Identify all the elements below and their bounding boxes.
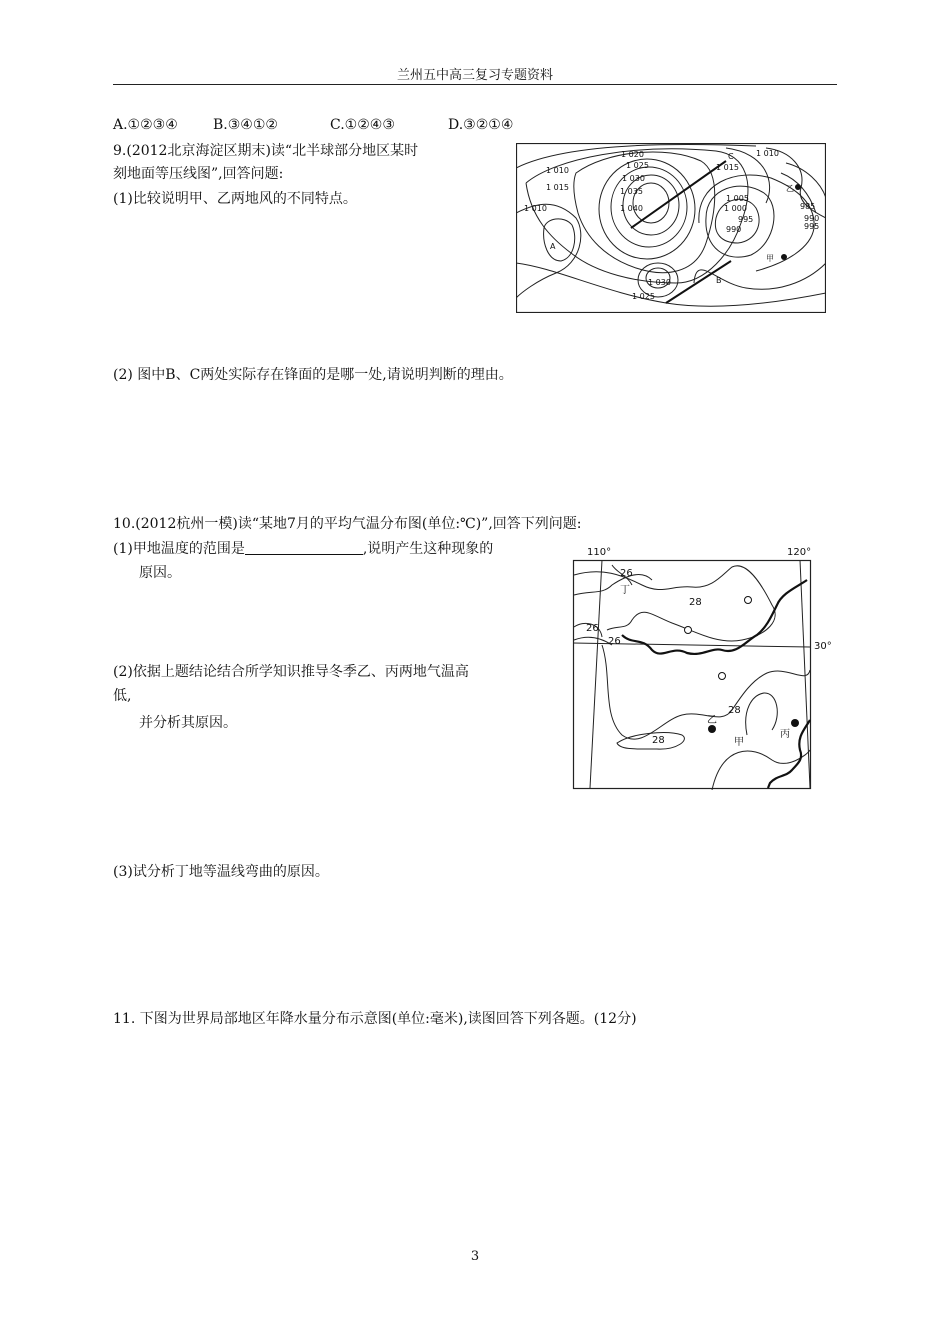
longitude-110: 110° <box>587 547 612 558</box>
isobar-label-1025: 1 025 <box>626 161 649 170</box>
label-b: B <box>716 276 722 285</box>
isobar-label-1040: 1 040 <box>620 204 643 213</box>
q10-sub2-line2: 低, <box>113 688 132 704</box>
temperature-map <box>572 545 842 790</box>
isobar-label-985: 985 <box>800 202 816 211</box>
isobar-label-1010a: 1 010 <box>546 166 569 175</box>
label-c: C <box>728 152 734 161</box>
latitude-30: 30° <box>814 641 832 652</box>
q10-sub1-part-b: ,说明产生这种现象的 <box>362 541 494 557</box>
longitude-120: 120° <box>787 547 812 558</box>
q10-sub2-line3: 并分析其原因。 <box>139 715 237 731</box>
isobar-label-1015b: 1 015 <box>716 163 739 172</box>
q10-sub1-cont: 原因。 <box>139 565 181 581</box>
isobar-label-1020: 1 020 <box>621 150 644 159</box>
label-yi: 乙 <box>786 184 794 193</box>
isobar-label-1030a: 1 030 <box>622 174 645 183</box>
isotherm-label-26b: 26 <box>586 623 599 634</box>
isobar-label-1000: 1 000 <box>724 204 747 213</box>
isotherm-label-26a: 26 <box>620 568 633 579</box>
isobar-label-1010b: 1 010 <box>524 204 547 213</box>
isobar-label-1030b: 1 030 <box>648 278 671 287</box>
isobar-label-1005: 1 005 <box>726 194 749 203</box>
isobar-label-1010c: 1 010 <box>756 149 779 158</box>
answer-blank[interactable] <box>245 540 363 555</box>
isobar-label-990b: 990 <box>804 214 820 223</box>
page-number: 3 <box>470 1249 480 1264</box>
label-bing: 丙 <box>780 729 790 740</box>
isobar-label-1035: 1 035 <box>620 187 643 196</box>
q10-sub1-part-a: (1)甲地温度的范围是 <box>113 541 245 557</box>
label-yi-temp: 乙 <box>707 715 717 726</box>
q10-sub1 <box>113 539 493 559</box>
isobar-label-990a: 990 <box>726 225 742 234</box>
option-a: A.①②③④ <box>113 117 178 133</box>
q10-sub2-line1: (2)依据上题结论结合所学知识推导冬季乙、丙两地气温高 <box>113 664 469 680</box>
option-d: D.③②①④ <box>448 117 514 133</box>
isobar-map <box>516 143 826 313</box>
isobar-label-995b: 995 <box>804 222 820 231</box>
header-rule <box>113 84 837 85</box>
label-jia: 甲 <box>766 254 774 263</box>
isobar-label-995a: 995 <box>738 215 754 224</box>
q10-stem: 10.(2012杭州一模)读“某地7月的平均气温分布图(单位:℃)”,回答下列问题: <box>113 516 582 532</box>
label-ding: 丁 <box>620 585 630 596</box>
isobar-label-1015: 1 015 <box>546 183 569 192</box>
isobar-label-1025b: 1 025 <box>632 292 655 301</box>
label-a: A <box>550 242 556 251</box>
page-header: 兰州五中高三复习专题资料 <box>396 68 553 83</box>
q11-stem: 11. 下图为世界局部地区年降水量分布示意图(单位:毫米),读图回答下列各题。(12分) <box>113 1011 637 1027</box>
q9-sub2: (2) 图中B、C两处实际存在锋面的是哪一处,请说明判断的理由。 <box>113 367 513 383</box>
option-c: C.①②④③ <box>330 117 395 133</box>
option-b: B.③④①② <box>213 117 278 133</box>
q9-stem-line2: 刻地面等压线图”,回答问题: <box>113 166 284 182</box>
label-jia-temp: 甲 <box>734 737 744 748</box>
isotherm-label-28c: 28 <box>652 735 665 746</box>
q10-sub3: (3)试分析丁地等温线弯曲的原因。 <box>113 864 329 880</box>
isotherm-label-26c: 26 <box>608 636 621 647</box>
q9-stem-line1: 9.(2012北京海淀区期末)读“北半球部分地区某时 <box>113 143 419 159</box>
isotherm-label-28a: 28 <box>689 597 702 608</box>
q9-sub1: (1)比较说明甲、乙两地风的不同特点。 <box>113 191 357 207</box>
isotherm-label-28b: 28 <box>728 705 741 716</box>
